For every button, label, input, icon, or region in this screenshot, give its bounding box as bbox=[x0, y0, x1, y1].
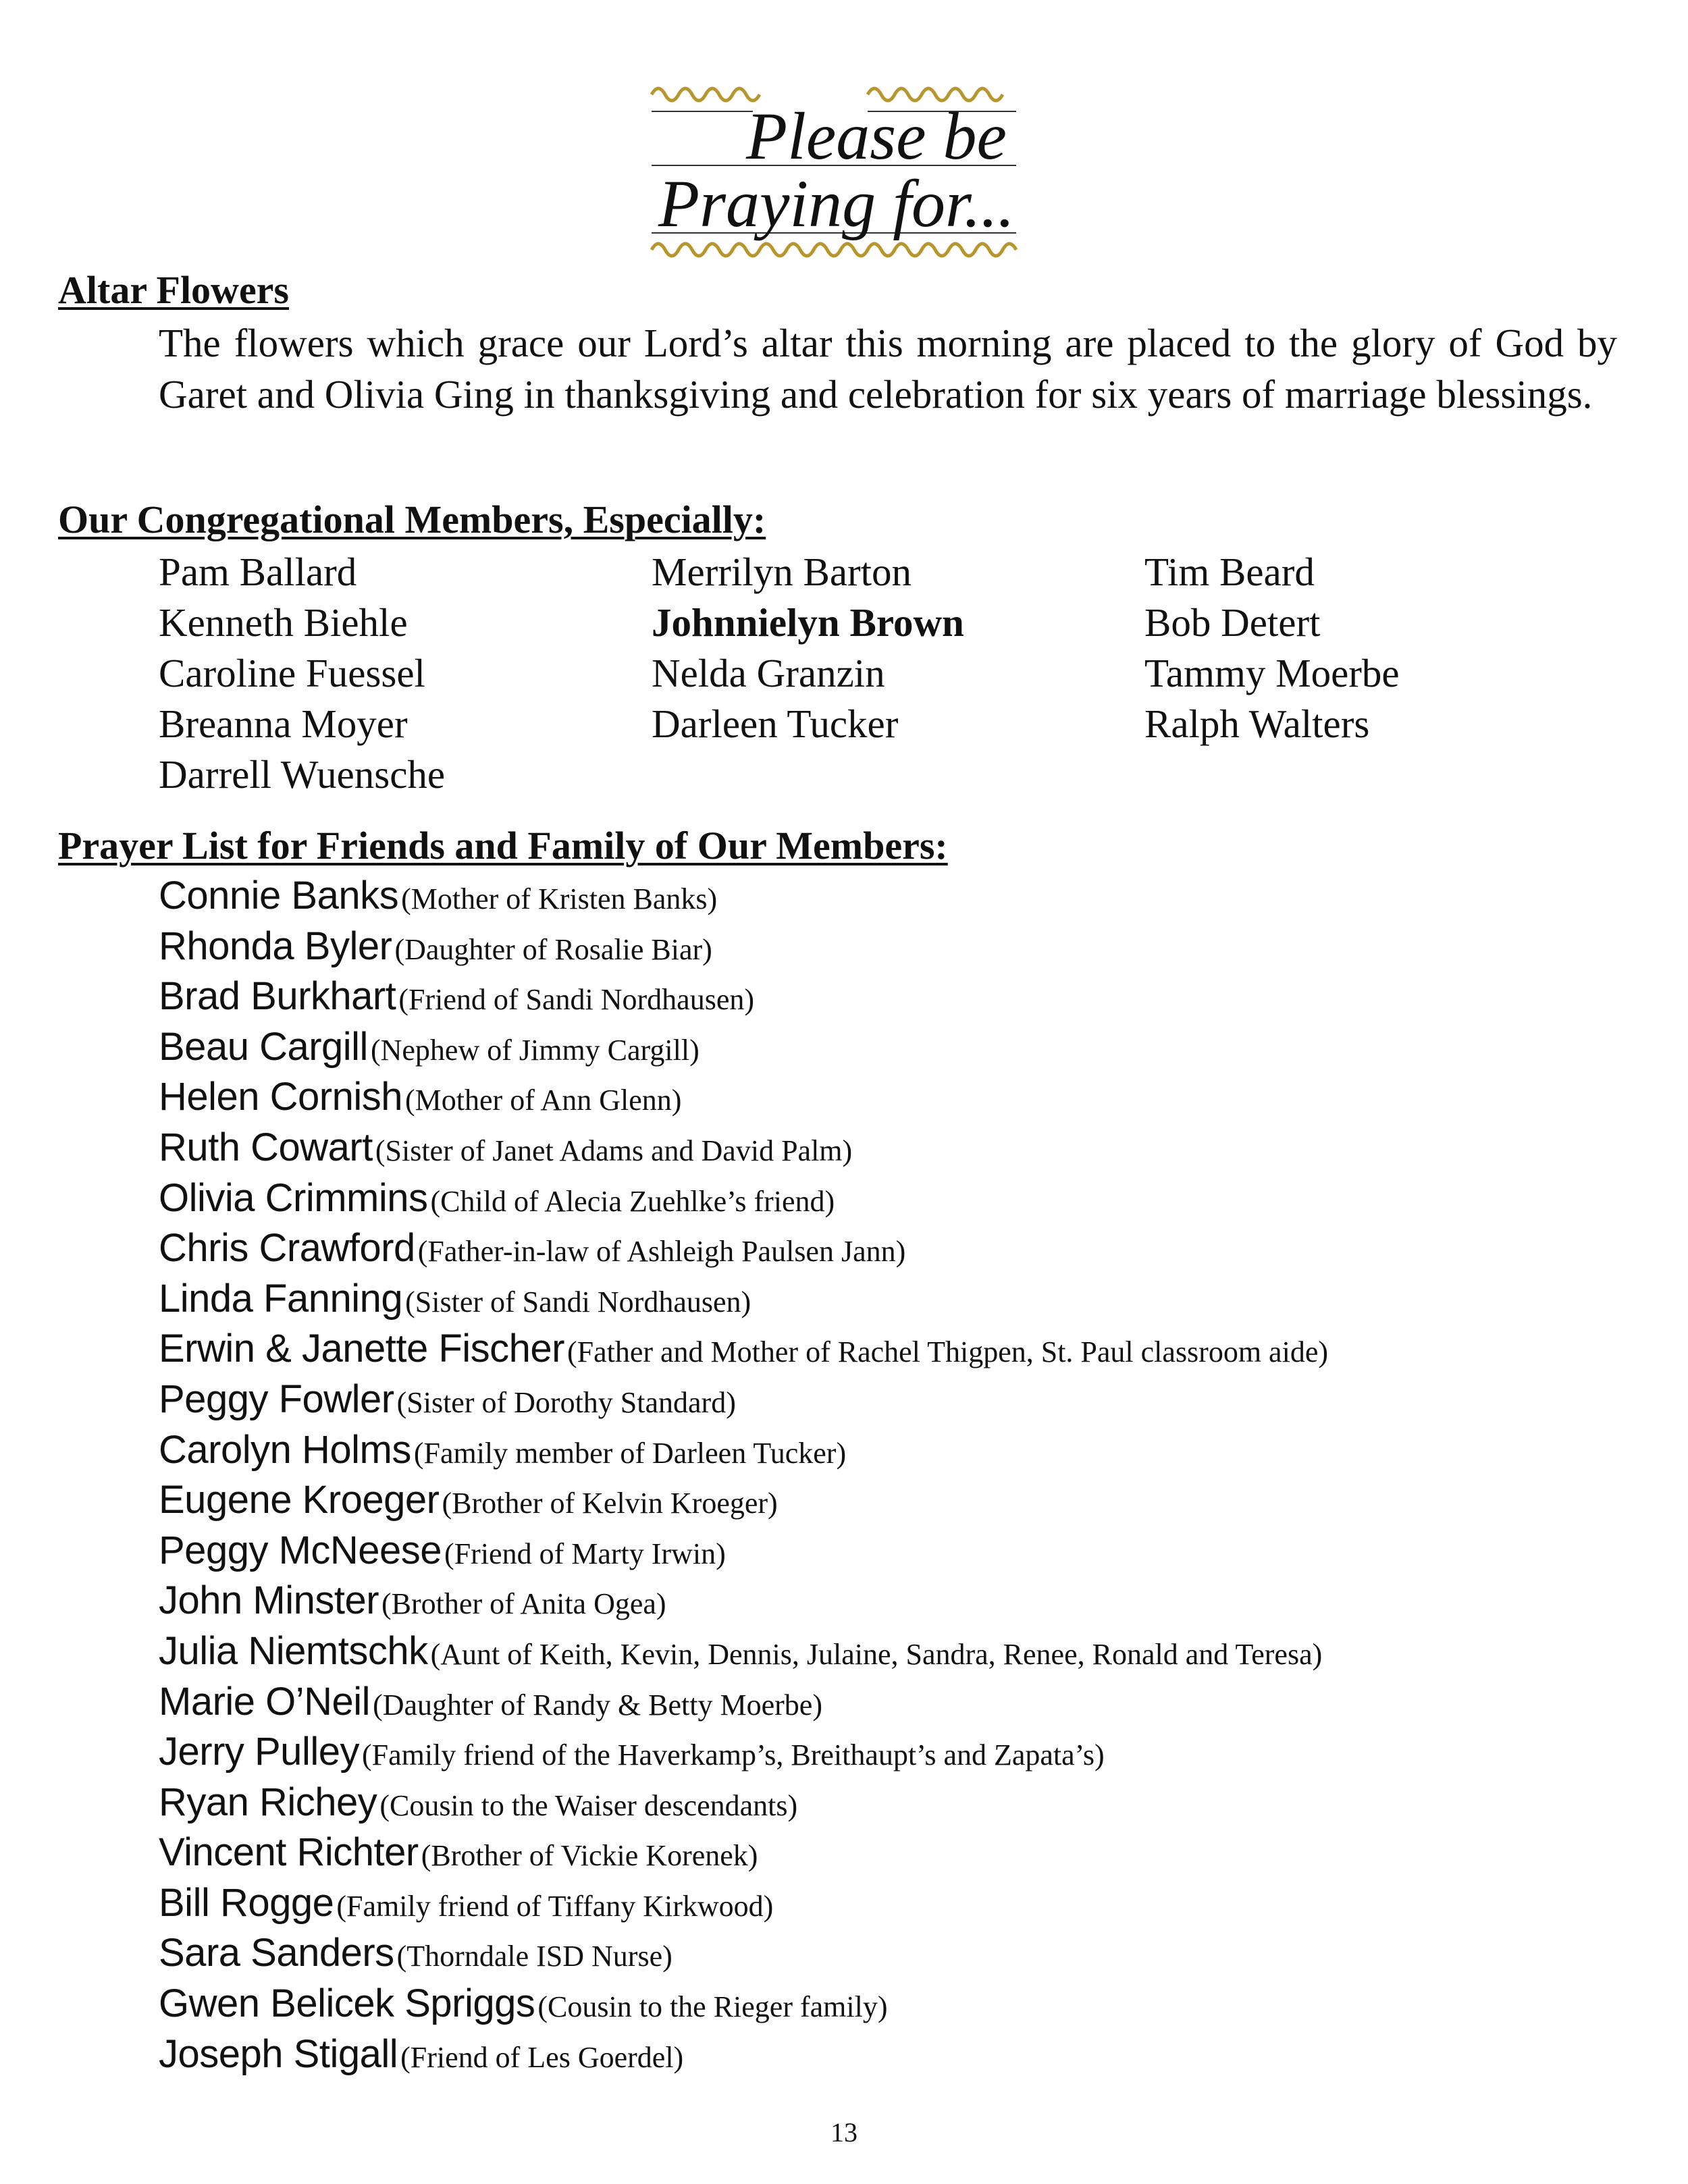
prayer-list-item bbox=[159, 1324, 1644, 1375]
logo-line-1: Please be bbox=[746, 99, 1007, 174]
prayer-name: Rhonda Byler bbox=[159, 924, 392, 968]
ornament-top-left bbox=[652, 88, 760, 101]
prayer-name: Jerry Pulley bbox=[159, 1730, 359, 1774]
prayer-name: Helen Cornish bbox=[159, 1075, 403, 1119]
prayer-relation: (Friend of Marty Irwin) bbox=[444, 1537, 726, 1570]
prayer-list-heading: Prayer List for Friends and Family of Our Members: bbox=[58, 824, 948, 868]
prayer-relation: (Daughter of Rosalie Biar) bbox=[394, 932, 712, 966]
member-name: Breanna Moyer bbox=[159, 701, 408, 746]
prayer-name: Vincent Richter bbox=[159, 1830, 419, 1875]
prayer-name: Connie Banks bbox=[159, 874, 399, 917]
members-list bbox=[159, 547, 1644, 800]
please-be-praying-logo bbox=[645, 64, 1023, 267]
prayer-list-item bbox=[159, 1576, 1644, 1626]
prayer-name: Gwen Belicek Spriggs bbox=[159, 1981, 535, 2026]
prayer-list-item bbox=[159, 1123, 1644, 1173]
prayer-relation: (Cousin to the Waiser descendants) bbox=[379, 1788, 798, 1822]
prayer-list-item bbox=[159, 1072, 1644, 1123]
prayer-name: Peggy Fowler bbox=[159, 1377, 394, 1421]
prayer-list-item bbox=[159, 1526, 1644, 1576]
prayer-name: John Minster bbox=[159, 1578, 379, 1623]
prayer-relation: (Friend of Les Goerdel) bbox=[400, 2040, 684, 2074]
prayer-list-item bbox=[159, 1928, 1644, 1979]
prayer-name: Joseph Stigall bbox=[159, 2031, 398, 2076]
member-name: Tammy Moerbe bbox=[1144, 651, 1400, 695]
member-name: Bob Detert bbox=[1144, 600, 1321, 645]
ornament-bottom bbox=[652, 244, 1016, 256]
prayer-name: Beau Cargill bbox=[159, 1024, 368, 1069]
prayer-list-item bbox=[159, 1274, 1644, 1325]
prayer-name: Ryan Richey bbox=[159, 1780, 377, 1824]
prayer-relation: (Brother of Kelvin Kroeger) bbox=[442, 1487, 778, 1520]
prayer-relation: (Family member of Darleen Tucker) bbox=[413, 1436, 847, 1470]
prayer-relation: (Aunt of Keith, Kevin, Dennis, Julaine, Sandra, Renee, Ronald and Teresa) bbox=[430, 1637, 1323, 1671]
prayer-relation: (Cousin to the Rieger family) bbox=[537, 1990, 888, 2024]
prayer-relation: (Mother of Ann Glenn) bbox=[405, 1084, 682, 1117]
prayer-name: Eugene Kroeger bbox=[159, 1478, 440, 1522]
member-name-bold: Johnnielyn Brown bbox=[652, 600, 964, 645]
member-name: Caroline Fuessel bbox=[159, 651, 425, 695]
member-name: Ralph Walters bbox=[1144, 701, 1370, 746]
member-name: Darleen Tucker bbox=[652, 701, 899, 746]
prayer-relation: (Sister of Sandi Nordhausen) bbox=[405, 1285, 751, 1319]
prayer-name: Marie O’Neil bbox=[159, 1679, 371, 1724]
prayer-name: Ruth Cowart bbox=[159, 1125, 373, 1169]
prayer-relation: (Thorndale ISD Nurse) bbox=[396, 1940, 672, 1973]
page-number: 13 bbox=[830, 2117, 858, 2148]
member-name: Nelda Granzin bbox=[652, 651, 885, 695]
prayer-list-item bbox=[159, 1475, 1644, 1526]
members-heading: Our Congregational Members, Especially: bbox=[58, 498, 766, 541]
prayer-name: Erwin & Janette Fischer bbox=[159, 1327, 564, 1371]
prayer-list-item bbox=[159, 1677, 1644, 1728]
member-name: Kenneth Biehle bbox=[159, 600, 408, 645]
prayer-relation: (Child of Alecia Zuehlke’s friend) bbox=[430, 1184, 835, 1218]
prayer-relation: (Brother of Anita Ogea) bbox=[381, 1587, 666, 1621]
prayer-name: Julia Niemtschk bbox=[159, 1628, 428, 1673]
prayer-relation: (Nephew of Jimmy Cargill) bbox=[370, 1033, 700, 1067]
prayer-list-item bbox=[159, 1022, 1644, 1073]
prayer-name: Olivia Crimmins bbox=[159, 1175, 428, 1220]
prayer-name: Sara Sanders bbox=[159, 1931, 394, 1975]
member-name: Pam Ballard bbox=[159, 550, 357, 594]
prayer-list-item bbox=[159, 1223, 1644, 1274]
prayer-relation: (Mother of Kristen Banks) bbox=[401, 882, 718, 915]
altar-flowers-heading: Altar Flowers bbox=[58, 268, 289, 312]
prayer-relation: (Family friend of the Haverkamp’s, Breithaupt’s and Zapata’s) bbox=[361, 1738, 1105, 1772]
prayer-relation: (Sister of Janet Adams and David Palm) bbox=[375, 1134, 853, 1167]
member-name: Darrell Wuensche bbox=[159, 752, 446, 797]
prayer-list-item bbox=[159, 1375, 1644, 1425]
prayer-name: Carolyn Holms bbox=[159, 1427, 411, 1472]
prayer-name: Brad Burkhart bbox=[159, 974, 396, 1019]
prayer-name: Linda Fanning bbox=[159, 1276, 403, 1321]
prayer-list-item bbox=[159, 922, 1644, 972]
prayer-list-item bbox=[159, 1727, 1644, 1778]
prayer-list-item bbox=[159, 1778, 1644, 1828]
prayer-relation: (Family friend of Tiffany Kirkwood) bbox=[336, 1889, 774, 1923]
prayer-relation: (Daughter of Randy & Betty Moerbe) bbox=[373, 1688, 822, 1722]
prayer-list-item bbox=[159, 1626, 1644, 1677]
prayer-list bbox=[159, 871, 1644, 2079]
member-name: Tim Beard bbox=[1144, 550, 1315, 594]
prayer-name: Peggy McNeese bbox=[159, 1528, 442, 1572]
prayer-list-item bbox=[159, 971, 1644, 1022]
logo-line-2: Praying for... bbox=[658, 166, 1015, 241]
prayer-list-item bbox=[159, 1828, 1644, 1878]
prayer-list-item bbox=[159, 1979, 1644, 2029]
prayer-relation: (Brother of Vickie Korenek) bbox=[421, 1839, 758, 1873]
prayer-list-item bbox=[159, 1173, 1644, 1224]
prayer-relation: (Father-in-law of Ashleigh Paulsen Jann) bbox=[417, 1235, 906, 1269]
prayer-relation: (Friend of Sandi Nordhausen) bbox=[398, 983, 754, 1017]
altar-flowers-text: The flowers which grace our Lord’s altar this morning are placed to the glory of God by Garet and Olivia Ging in thanksgiving and celebration for six years of marriage blessings. bbox=[159, 321, 1617, 417]
prayer-name: Chris Crawford bbox=[159, 1226, 415, 1271]
prayer-list-item bbox=[159, 871, 1644, 922]
member-name: Merrilyn Barton bbox=[652, 550, 912, 594]
prayer-relation: (Sister of Dorothy Standard) bbox=[396, 1385, 736, 1419]
prayer-relation: (Father and Mother of Rachel Thigpen, St. Paul classroom aide) bbox=[566, 1335, 1328, 1369]
prayer-list-item bbox=[159, 1878, 1644, 1929]
prayer-list-item bbox=[159, 1425, 1644, 1476]
prayer-list-item bbox=[159, 2029, 1644, 2080]
prayer-name: Bill Rogge bbox=[159, 1880, 334, 1925]
